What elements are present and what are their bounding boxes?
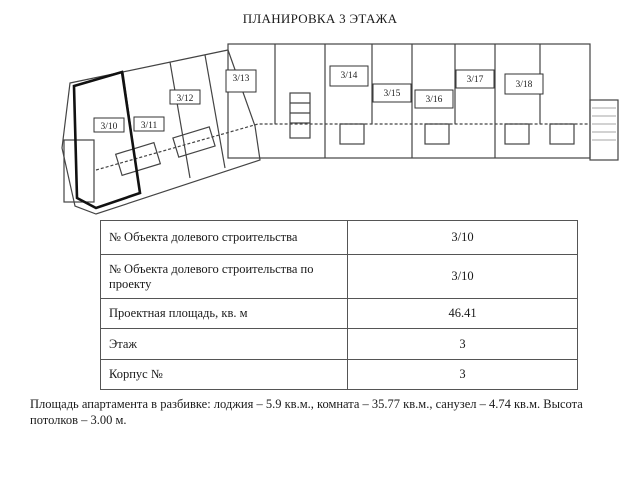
table-row <box>101 255 578 299</box>
plan-right-tower <box>590 100 618 160</box>
unit-label-3-11: 3/11 <box>140 121 158 131</box>
row-value: 3 <box>348 360 578 390</box>
unit-label-3-18: 3/18 <box>515 80 533 90</box>
plan-corridor <box>96 124 590 170</box>
row-label: Проектная площадь, кв. м <box>101 299 348 329</box>
plan-left-stair <box>64 140 94 202</box>
table-row <box>101 329 578 360</box>
row-label: № Объекта долевого строительства по проекту <box>101 255 348 299</box>
unit-label-3-15: 3/15 <box>383 89 401 99</box>
row-value: 3/10 <box>348 255 578 299</box>
row-label: Корпус № <box>101 360 348 390</box>
unit-label-3-17: 3/17 <box>466 75 484 85</box>
row-value: 46.41 <box>348 299 578 329</box>
area-description <box>30 396 638 428</box>
row-label: Этаж <box>101 329 348 360</box>
table-row <box>101 299 578 329</box>
unit-label-3-10: 3/10 <box>100 122 118 132</box>
row-value: 3 <box>348 329 578 360</box>
row-label: № Объекта долевого строительства <box>101 221 348 255</box>
floor-plan <box>0 28 640 218</box>
table-row <box>101 221 578 255</box>
description-line-1: Площадь апартамента в разбивке: лоджия – 5.9 кв.м., комната – 35.77 кв.м., санузел – 4.74 кв.м. Высота <box>30 397 583 411</box>
row-value: 3/10 <box>348 221 578 255</box>
unit-label-3-14: 3/14 <box>340 71 358 81</box>
plan-elevator <box>290 93 310 138</box>
table-row <box>101 360 578 390</box>
unit-label-3-12: 3/12 <box>176 94 194 104</box>
unit-label-3-16: 3/16 <box>425 95 443 105</box>
page-title: ПЛАНИРОВКА 3 ЭТАЖА <box>242 11 398 26</box>
object-info-table <box>100 220 578 390</box>
description-line-2: потолков – 3.00 м. <box>30 413 127 427</box>
unit-label-3-13: 3/13 <box>232 74 250 84</box>
